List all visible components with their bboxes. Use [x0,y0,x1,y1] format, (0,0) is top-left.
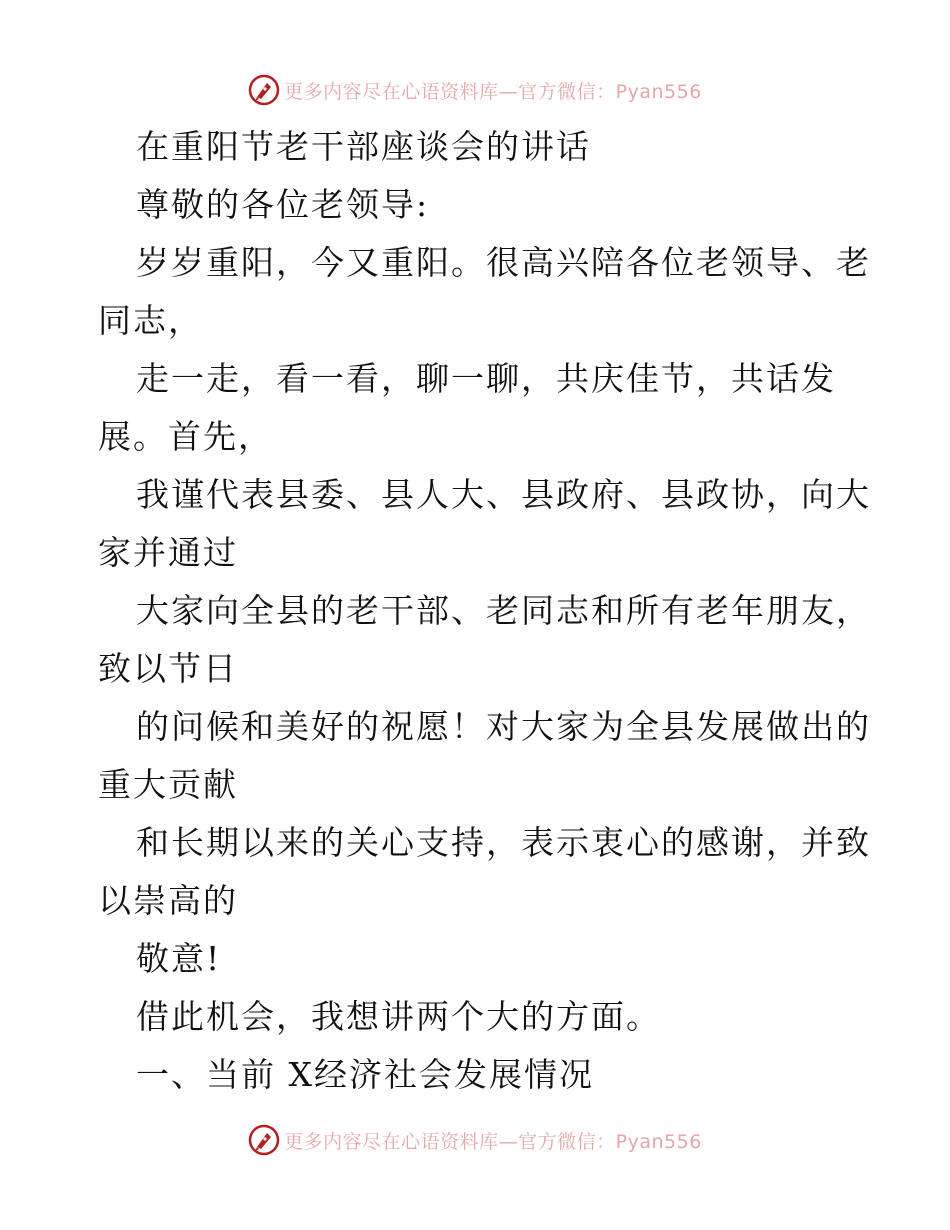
paragraph-line: 以崇高的 [98,881,238,920]
paragraph-line: 的问候和美好的祝愿！对大家为全县发展做出的 [136,707,871,746]
paragraph-line: 大家向全县的老干部、老同志和所有老年朋友， [136,591,871,630]
paragraph-line: 走一走，看一看，聊一聊，共庆佳节，共话发 [136,359,836,398]
paragraph-line: 我谨代表县委、县人大、县政府、县政协，向大 [136,475,871,514]
paragraph-line: 展。首先， [98,417,273,456]
watermark-header [0,70,950,110]
watermark-text: 更多内容尽在心语资料库—官方微信：Pyan556 [284,80,702,103]
watermark-footer [0,1120,950,1160]
pen-nib-logo-icon [248,74,280,106]
pen-nib-logo-icon [248,1124,280,1156]
paragraph-line: 致以节日 [98,649,238,688]
paragraph-line: 家并通过 [98,533,238,572]
paragraph-line: 同志， [98,301,203,340]
document-title: 在重阳节老干部座谈会的讲话 [136,127,591,166]
section-heading: 一、当前 X经济社会发展情况 [136,1055,594,1094]
paragraph-line: 敬意! [136,939,222,978]
watermark-text: 更多内容尽在心语资料库—官方微信：Pyan556 [284,1130,702,1153]
paragraph-line: 岁岁重阳，今又重阳。很高兴陪各位老领导、老 [136,243,871,282]
paragraph-line: 重大贡献 [98,765,238,804]
paragraph-line: 借此机会，我想讲两个大的方面。 [136,997,661,1036]
paragraph-line: 和长期以来的关心支持，表示衷心的感谢，并致 [136,823,871,862]
salutation: 尊敬的各位老领导: [136,185,430,224]
